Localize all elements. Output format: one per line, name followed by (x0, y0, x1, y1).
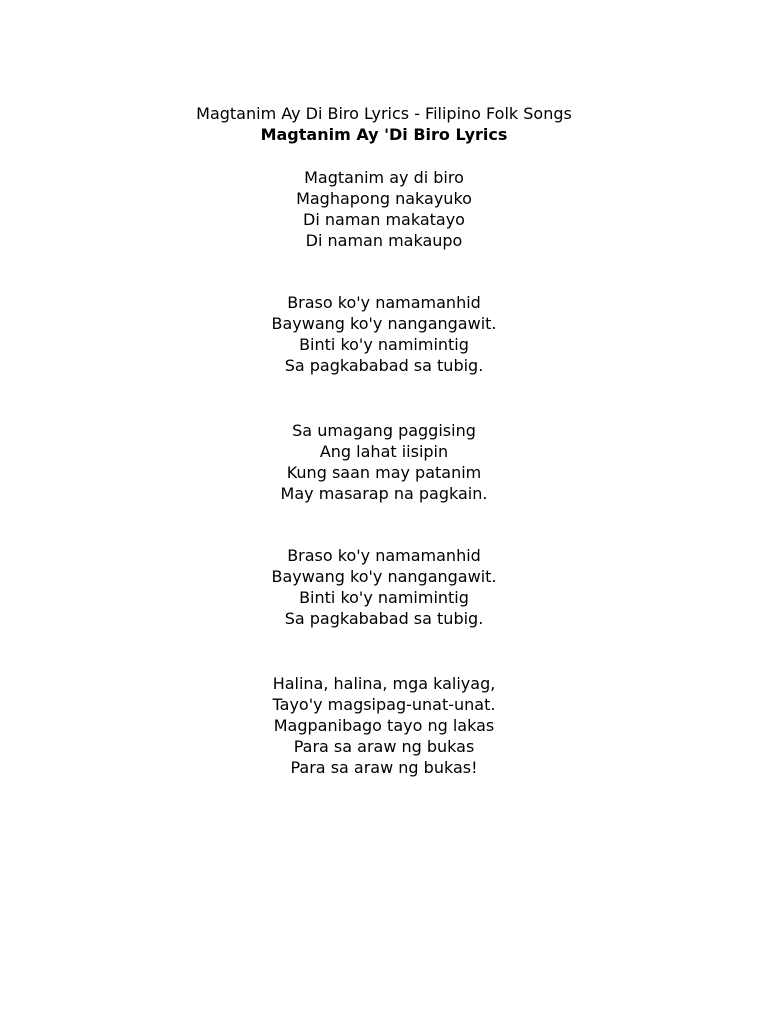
lyric-line: Sa umagang paggising (292, 421, 476, 440)
lyric-line: Magpanibago tayo ng lakas (273, 716, 495, 735)
document-header (0, 103, 768, 145)
stanza-3 (0, 420, 768, 504)
lyric-line: Maghapong nakayuko (296, 189, 472, 208)
lyric-line: May masarap na pagkain. (280, 484, 488, 503)
lyric-line: Magtanim ay di biro (304, 168, 464, 187)
lyric-line: Di naman makaupo (305, 231, 463, 250)
lyric-line: Para sa araw ng bukas! (290, 758, 478, 777)
stanza-5 (0, 673, 768, 778)
lyric-line: Braso ko'y namamanhid (287, 546, 481, 565)
lyric-line: Baywang ko'y nangangawit. (271, 314, 497, 333)
lyric-line: Binti ko'y namimintig (299, 335, 469, 354)
lyric-line: Di naman makatayo (303, 210, 465, 229)
lyric-line: Tayo'y magsipag-unat-unat. (272, 695, 496, 714)
lyric-line: Ang lahat iisipin (319, 442, 449, 461)
lyric-line: Para sa araw ng bukas (293, 737, 475, 756)
lyric-line: Halina, halina, mga kaliyag, (272, 674, 496, 693)
lyric-line: Sa pagkababad sa tubig. (284, 356, 484, 375)
lyric-line: Sa pagkababad sa tubig. (284, 609, 484, 628)
stanza-2 (0, 292, 768, 376)
lyric-line: Braso ko'y namamanhid (287, 293, 481, 312)
stanza-1 (0, 167, 768, 251)
song-title: Magtanim Ay 'Di Biro Lyrics (260, 125, 508, 144)
lyric-line: Binti ko'y namimintig (299, 588, 469, 607)
stanza-4 (0, 545, 768, 629)
lyric-line: Baywang ko'y nangangawit. (271, 567, 497, 586)
page-heading: Magtanim Ay Di Biro Lyrics - Filipino Folk Songs (196, 104, 572, 123)
lyric-line: Kung saan may patanim (286, 463, 482, 482)
